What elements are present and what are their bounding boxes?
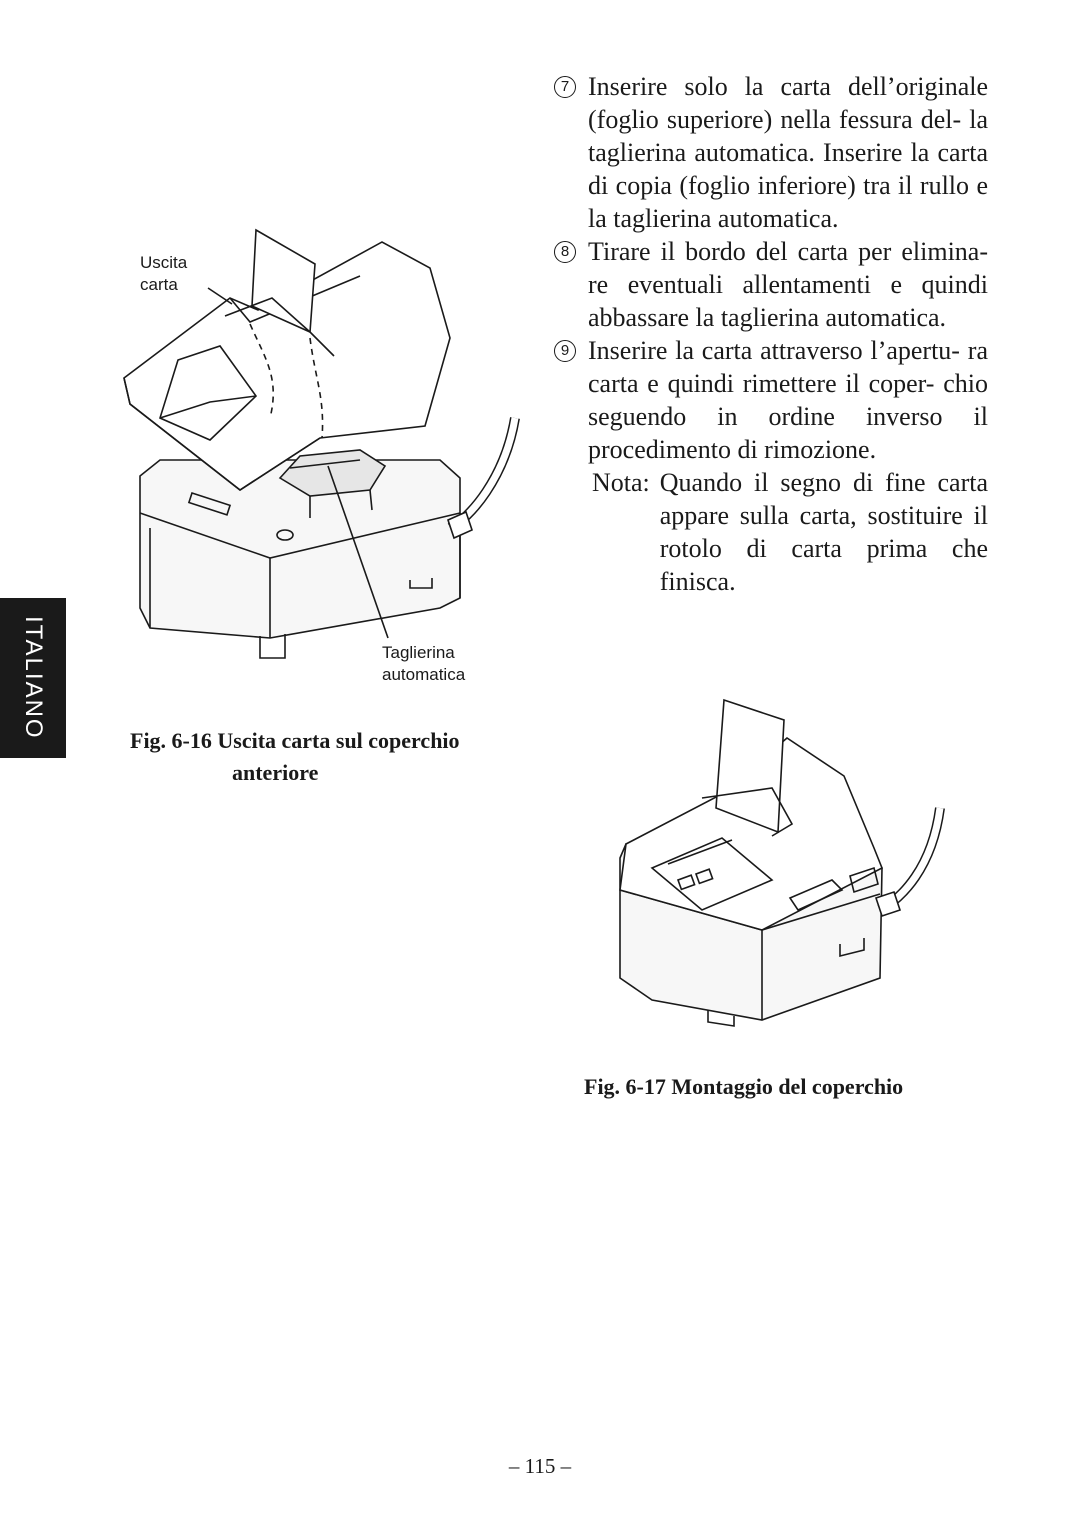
step-text: Inserire la carta attraverso l’apertu- ra carta e quindi rimettere il coper- chio seguendo in ordine inverso il procedimento di rimozione. — [588, 336, 988, 464]
note-text: Quando il segno di fine carta appare sulla carta, sostituire il rotolo di carta prima che finisca. — [659, 468, 988, 596]
instruction-steps — [552, 70, 988, 598]
figure-6-17-illustration — [612, 698, 962, 1030]
step-7 — [552, 70, 988, 235]
step-number: 9 — [554, 340, 576, 362]
figure-6-16-caption-cont: anteriore — [232, 760, 319, 785]
label-paper-exit: Uscita carta — [140, 253, 188, 294]
step-number: 7 — [554, 76, 576, 98]
figure-6-16-caption: Fig. 6-16 Uscita carta sul coperchio — [130, 728, 460, 753]
step-text: Inserire solo la carta dell’originale (foglio superiore) nella fessura del- la taglierina automatica. Inserire la carta di copia (foglio inferiore) tra il rullo e la taglierina automatica. — [588, 72, 988, 233]
step-number: 8 — [554, 241, 576, 263]
note-label: Nota: — [592, 468, 650, 497]
label-auto-cutter: Taglierina automatica — [382, 643, 466, 684]
language-side-tab — [0, 598, 66, 758]
note — [552, 466, 988, 598]
step-8 — [552, 235, 988, 334]
step-text: Tirare il bordo del carta per elimina- re eventuali allentamenti e quindi abbassare la taglierina automatica. — [588, 237, 988, 332]
figure-6-17-caption: Fig. 6-17 Montaggio del coperchio — [584, 1074, 904, 1099]
step-9 — [552, 334, 988, 466]
page-number: – 115 – — [508, 1454, 572, 1478]
side-tab-label: ITALIANO — [20, 616, 47, 740]
